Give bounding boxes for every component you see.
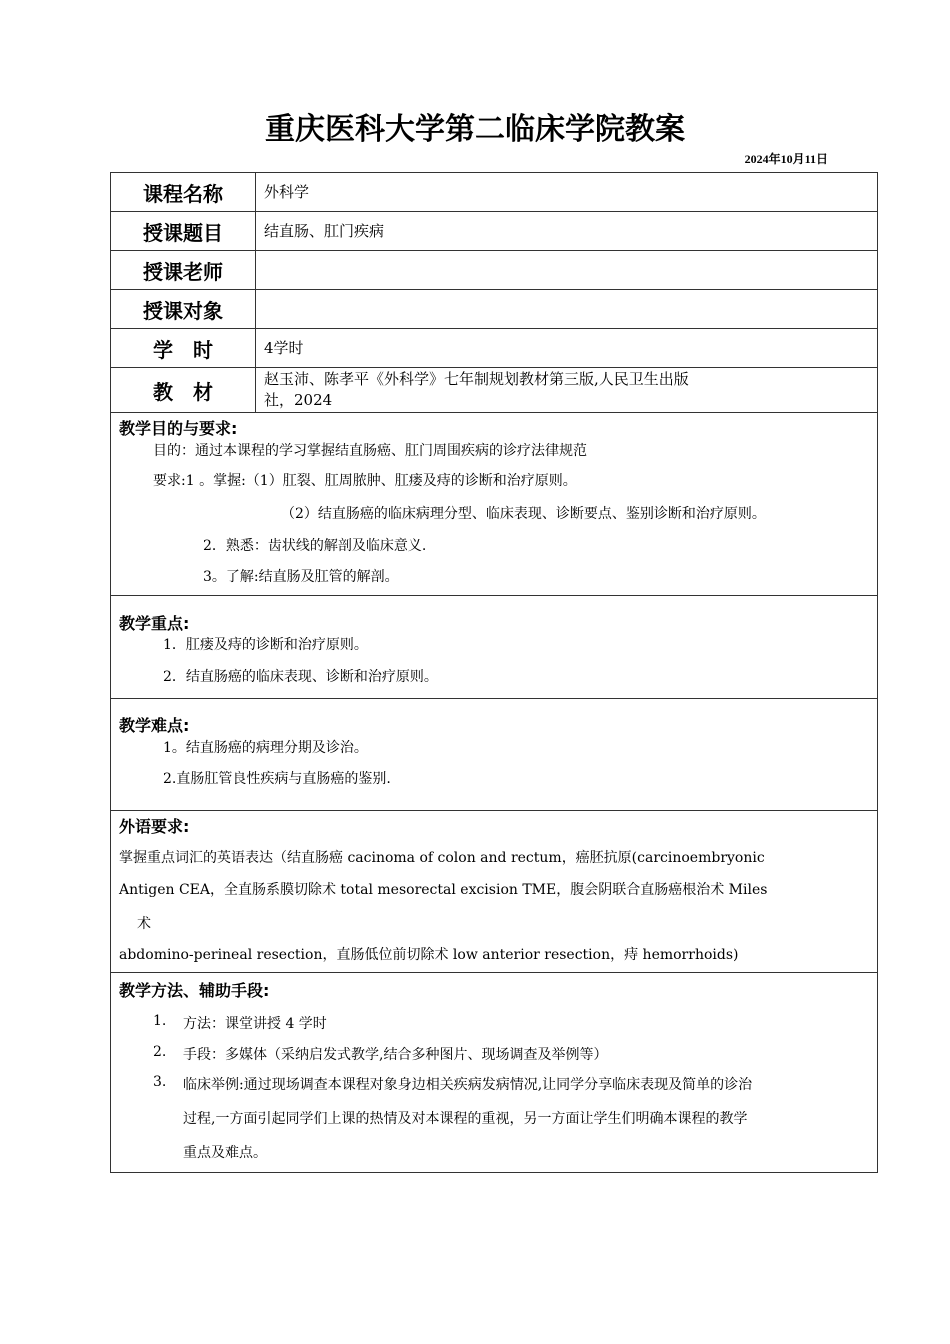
foreign-language-line: 掌握重点词汇的英语表达（结直肠癌 cacinoma of colon and rectum，癌胚抗原(carcinoembryonic: [119, 850, 765, 866]
document-date: 2024年10月11日: [744, 152, 828, 166]
objective-requirement: 3。了解:结直肠及肛管的解剖。: [203, 569, 399, 585]
list-item: 方法：课堂讲授 4 学时: [183, 1016, 327, 1032]
methods-section: [110, 973, 878, 1173]
info-value: 外科学: [256, 173, 878, 212]
list-item: 2．结直肠癌的临床表现、诊断和治疗原则。: [163, 669, 438, 685]
section-heading: 教学重点:: [119, 614, 190, 633]
objective-purpose: 目的：通过本课程的学习掌握结直肠癌、肛门周围疾病的诊疗法律规范: [153, 443, 587, 459]
section-heading: 外语要求:: [119, 817, 190, 836]
info-label: 授课老师: [111, 251, 256, 290]
key-points-section: [110, 596, 878, 699]
info-label: 授课对象: [111, 290, 256, 329]
info-value: [256, 290, 878, 329]
section-heading: 教学难点:: [119, 716, 190, 735]
foreign-language-line: abdomino-perineal resection，直肠低位前切除术 low anterior resection，痔 hemorrhoids): [119, 947, 739, 963]
info-row-course: [111, 173, 878, 212]
course-info-table: [110, 172, 878, 413]
section-heading: 教学目的与要求:: [119, 419, 238, 438]
textbook-line: 赵玉沛、陈孝平《外科学》七年制规划教材第三版,人民卫生出版: [264, 370, 689, 388]
info-row-topic: [111, 212, 878, 251]
info-label: 教 材: [111, 368, 256, 413]
info-value: [256, 251, 878, 290]
list-item: 2.直肠肛管良性疾病与直肠癌的鉴别.: [163, 771, 391, 787]
info-value: 结直肠、肛门疾病: [256, 212, 878, 251]
info-value: 4学时: [256, 329, 878, 368]
list-number: 2.: [153, 1044, 167, 1060]
foreign-language-section: [110, 811, 878, 973]
textbook-line: 社，2024: [264, 391, 333, 409]
list-item: 1。结直肠癌的病理分期及诊治。: [163, 740, 368, 756]
list-item: 1．肛瘘及痔的诊断和治疗原则。: [163, 637, 368, 653]
foreign-language-line: 术: [137, 916, 151, 932]
info-label: 学 时: [111, 329, 256, 368]
list-item: 临床举例:通过现场调查本课程对象身边相关疾病发病情况,让同学分享临床表现及简单的诊治: [183, 1077, 753, 1093]
info-row-hours: [111, 329, 878, 368]
foreign-language-line: Antigen CEA，全直肠系膜切除术 total mesorectal excision TME，腹会阴联合直肠癌根治术 Miles: [119, 882, 768, 898]
objective-requirement: 2．熟悉：齿状线的解剖及临床意义.: [203, 538, 427, 554]
objective-requirement: 要求:1 。掌握:（1）肛裂、肛周脓肿、肛瘘及痔的诊断和治疗原则。: [153, 473, 577, 489]
page-title: 重庆医科大学第二临床学院教案: [265, 112, 685, 147]
list-item: 过程,一方面引起同学们上课的热情及对本课程的重视，另一方面让学生们明确本课程的教学: [183, 1111, 748, 1127]
section-heading: 教学方法、辅助手段:: [119, 981, 270, 1000]
list-number: 3.: [153, 1074, 167, 1090]
difficulties-section: [110, 699, 878, 811]
info-row-audience: [111, 290, 878, 329]
objectives-section: [110, 412, 878, 596]
list-number: 1.: [153, 1013, 167, 1029]
objective-requirement: （2）结直肠癌的临床病理分型、临床表现、诊断要点、鉴别诊断和治疗原则。: [281, 506, 766, 522]
list-item: 重点及难点。: [183, 1145, 267, 1161]
list-item: 手段：多媒体（采纳启发式教学,结合多种图片、现场调查及举例等）: [183, 1047, 608, 1063]
info-row-textbook: [111, 368, 878, 413]
info-row-teacher: [111, 251, 878, 290]
info-label: 授课题目: [111, 212, 256, 251]
info-value: [256, 368, 878, 413]
info-label: 课程名称: [111, 173, 256, 212]
